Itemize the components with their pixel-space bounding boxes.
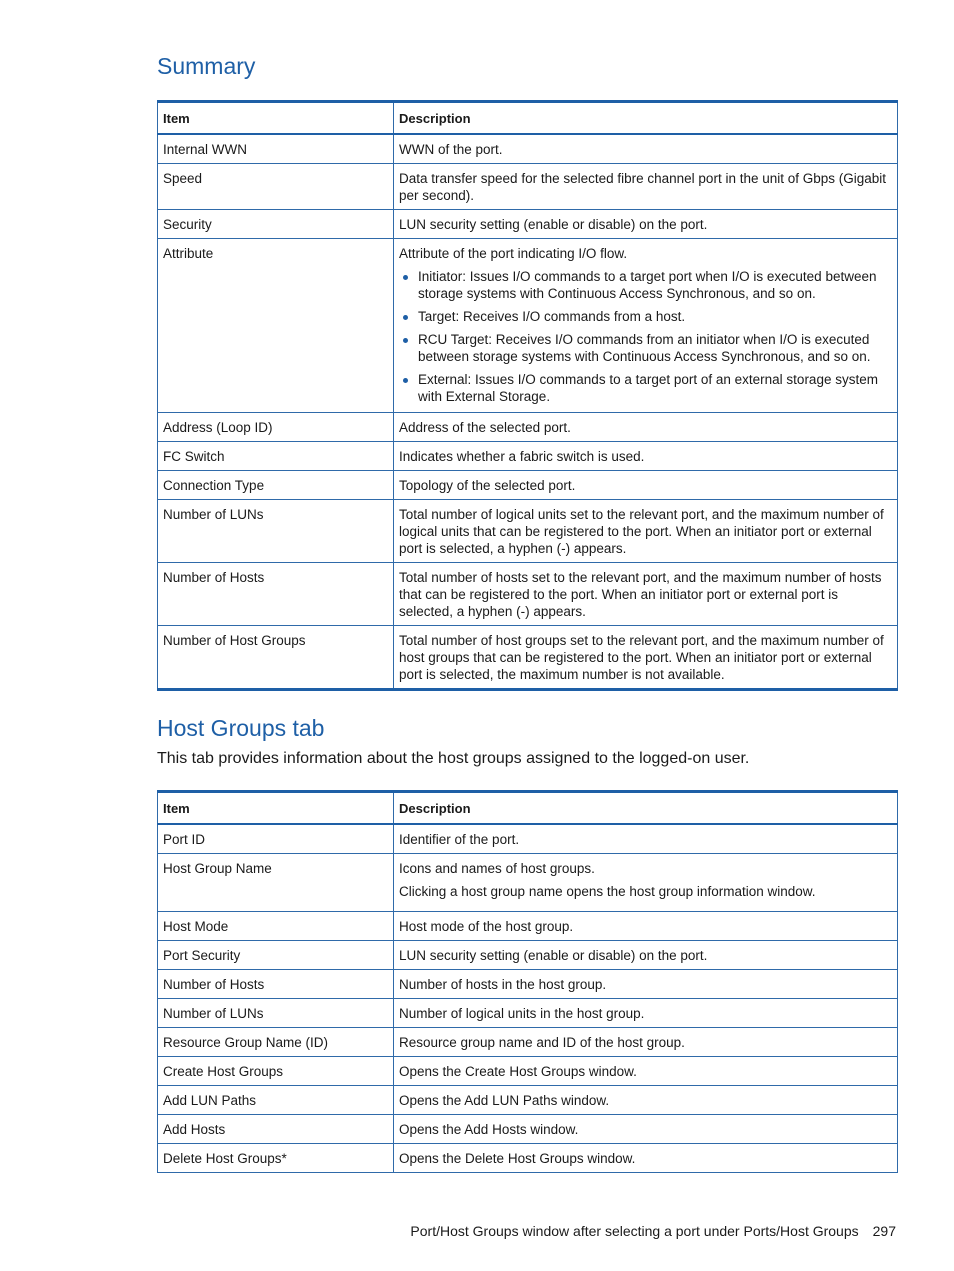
- attribute-bullet-list: [399, 268, 892, 405]
- table-row: [158, 563, 898, 626]
- row-description: [394, 239, 898, 413]
- row-description: Resource group name and ID of the host group.: [394, 1028, 898, 1057]
- row-item: Host Group Name: [158, 854, 394, 912]
- row-description: Opens the Create Host Groups window.: [394, 1057, 898, 1086]
- row-item: Number of Hosts: [158, 970, 394, 999]
- host-groups-table: [157, 790, 898, 1173]
- summary-table: [157, 100, 898, 691]
- row-description: Opens the Add LUN Paths window.: [394, 1086, 898, 1115]
- row-item: Add Hosts: [158, 1115, 394, 1144]
- row-item: Delete Host Groups*: [158, 1144, 394, 1173]
- page-footer: [410, 1223, 896, 1239]
- row-description: Total number of logical units set to the relevant port, and the maximum number of logical units that can be registered to the port. When an initiator port or external port is selected, a hyphen (-) appears.: [394, 500, 898, 563]
- row-description: LUN security setting (enable or disable) on the port.: [394, 941, 898, 970]
- table-row: [158, 500, 898, 563]
- row-description: Opens the Delete Host Groups window.: [394, 1144, 898, 1173]
- row-description: Indicates whether a fabric switch is used.: [394, 442, 898, 471]
- bullet-item: RCU Target: Receives I/O commands from an initiator when I/O is executed between storage systems with Continuous Access Synchronous, and so on.: [418, 331, 892, 365]
- row-description: Number of hosts in the host group.: [394, 970, 898, 999]
- table-row: [158, 413, 898, 442]
- table-row: [158, 1086, 898, 1115]
- table-row: [158, 164, 898, 210]
- row-item: Number of Host Groups: [158, 626, 394, 690]
- row-item: Connection Type: [158, 471, 394, 500]
- row-description: Opens the Add Hosts window.: [394, 1115, 898, 1144]
- column-header-item: Item: [158, 102, 394, 135]
- host-groups-intro: This tab provides information about the host groups assigned to the logged-on user.: [157, 750, 750, 767]
- row-item: Number of LUNs: [158, 500, 394, 563]
- table-row: [158, 912, 898, 941]
- table-row: [158, 442, 898, 471]
- table-row: [158, 239, 898, 413]
- table-row: [158, 626, 898, 690]
- row-description: Topology of the selected port.: [394, 471, 898, 500]
- host-groups-table-header: [158, 792, 898, 825]
- row-item: Internal WWN: [158, 134, 394, 164]
- footer-text: Port/Host Groups window after selecting a port under Ports/Host Groups: [410, 1223, 859, 1239]
- column-header-description: Description: [394, 102, 898, 135]
- table-row: [158, 999, 898, 1028]
- table-row: [158, 824, 898, 854]
- row-item: Create Host Groups: [158, 1057, 394, 1086]
- column-header-description: Description: [394, 792, 898, 825]
- summary-table-header: [158, 102, 898, 135]
- description-text: Clicking a host group name opens the host group information window.: [399, 884, 816, 899]
- host-groups-heading: Host Groups tab: [157, 715, 325, 741]
- row-item: Add LUN Paths: [158, 1086, 394, 1115]
- table-row: [158, 1144, 898, 1173]
- bullet-item: Initiator: Issues I/O commands to a target port when I/O is executed between storage systems with Continuous Access Synchronous, and so on.: [418, 268, 892, 302]
- row-description: [394, 854, 898, 912]
- row-item: FC Switch: [158, 442, 394, 471]
- table-row: [158, 210, 898, 239]
- row-description: LUN security setting (enable or disable) on the port.: [394, 210, 898, 239]
- row-item: Number of Hosts: [158, 563, 394, 626]
- row-description: WWN of the port.: [394, 134, 898, 164]
- page-number: 297: [872, 1223, 896, 1239]
- row-description: Total number of host groups set to the relevant port, and the maximum number of host groups that can be registered to the port. When an initiator port or external port is selected, the maximum number is not available.: [394, 626, 898, 690]
- bullet-item: Target: Receives I/O commands from a host.: [418, 308, 892, 325]
- row-description: Host mode of the host group.: [394, 912, 898, 941]
- table-row: [158, 1028, 898, 1057]
- row-item: Port Security: [158, 941, 394, 970]
- row-description: Total number of hosts set to the relevant port, and the maximum number of hosts that can be registered to the port. When an initiator port or external port is selected, a hyphen (-) appears.: [394, 563, 898, 626]
- row-item: Attribute: [158, 239, 394, 413]
- table-row: [158, 134, 898, 164]
- description-text: Icons and names of host groups.: [399, 861, 595, 876]
- summary-heading: Summary: [157, 53, 256, 79]
- row-item: Security: [158, 210, 394, 239]
- row-description: Identifier of the port.: [394, 824, 898, 854]
- row-description: Address of the selected port.: [394, 413, 898, 442]
- table-row: [158, 1115, 898, 1144]
- table-row: [158, 941, 898, 970]
- row-item: Host Mode: [158, 912, 394, 941]
- table-row: [158, 970, 898, 999]
- table-row: [158, 471, 898, 500]
- row-item: Number of LUNs: [158, 999, 394, 1028]
- row-item: Resource Group Name (ID): [158, 1028, 394, 1057]
- column-header-item: Item: [158, 792, 394, 825]
- bullet-item: External: Issues I/O commands to a target port of an external storage system with External Storage.: [418, 371, 892, 405]
- row-description: Data transfer speed for the selected fibre channel port in the unit of Gbps (Gigabit per second).: [394, 164, 898, 210]
- table-row: [158, 1057, 898, 1086]
- row-description: Number of logical units in the host group.: [394, 999, 898, 1028]
- row-item: Port ID: [158, 824, 394, 854]
- row-item: Address (Loop ID): [158, 413, 394, 442]
- table-row: [158, 854, 898, 912]
- row-item: Speed: [158, 164, 394, 210]
- description-text: Attribute of the port indicating I/O flow.: [399, 246, 628, 261]
